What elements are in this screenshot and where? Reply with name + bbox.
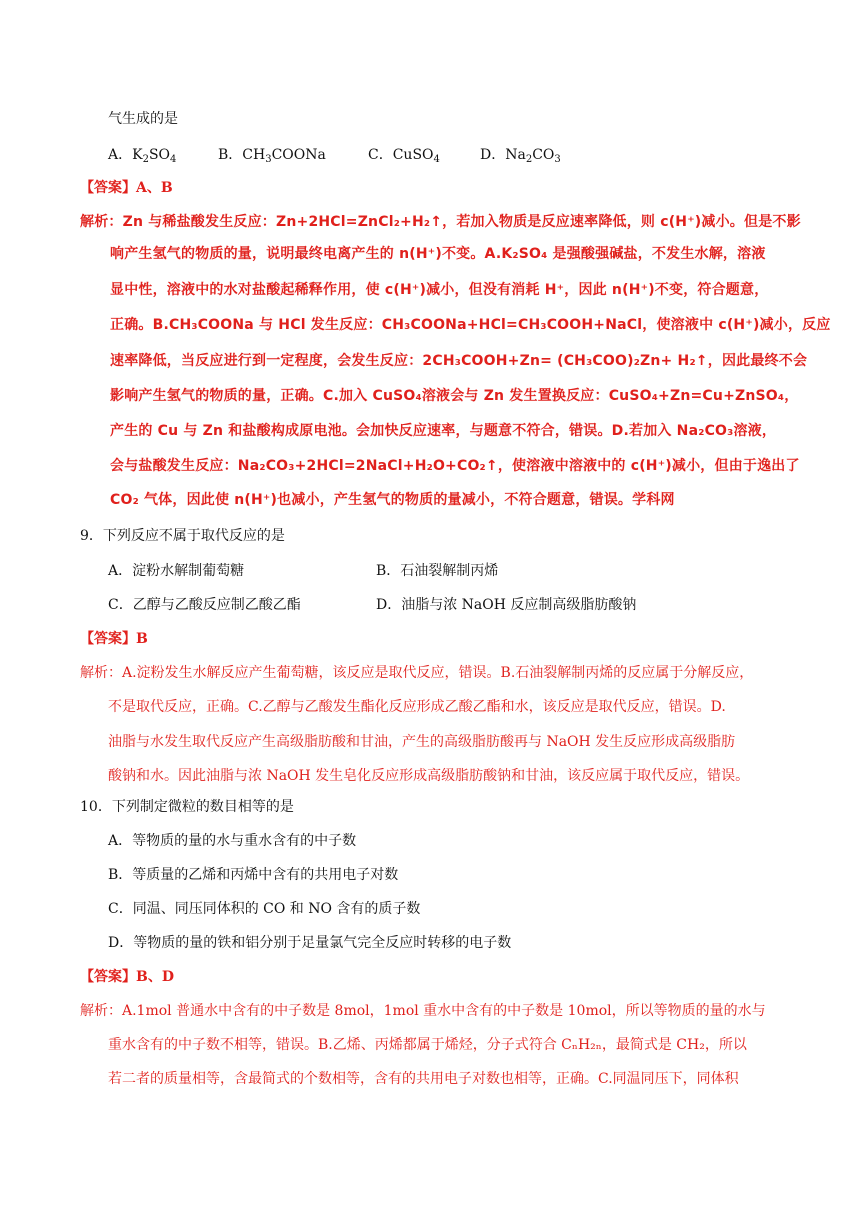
q9-option-b: B．石油裂解制丙烯 xyxy=(376,563,499,579)
q8-analysis-line: 解析：Zn 与稀盐酸发生反应：Zn+2HCl=ZnCl₂+H₂↑，若加入物质是反应速率降低，则 c(H⁺)减小。但是不影 xyxy=(80,214,801,230)
q10-option-c: C．同温、同压同体积的 CO 和 NO 含有的质子数 xyxy=(108,901,421,917)
q10-stem: 10．下列制定微粒的数目相等的是 xyxy=(80,799,294,815)
q9-option-a: A．淀粉水解制葡萄糖 xyxy=(108,563,245,579)
q8-option-d: D．$Na_2CO_3$ xyxy=(480,147,561,165)
q10-option-d: D．等物质的量的铁和铝分别于足量氯气完全反应时转移的电子数 xyxy=(108,935,512,951)
q8-analysis-line: 产生的 Cu 与 Zn 和盐酸构成原电池。会加快反应速率，与题意不符合，错误。D.若加入 Na₂CO₃溶液， xyxy=(110,423,777,439)
q8-option-b: B．$CH_3COONa$ xyxy=(218,147,326,165)
q9-analysis-line: 不是取代反应，正确。C.乙醇与乙酸发生酯化反应形成乙酸乙酯和水，该反应是取代反应，错误。D. xyxy=(108,699,726,715)
q8-analysis-line: 显中性，溶液中的水对盐酸起稀释作用，使 c(H⁺)减小，但没有消耗 H⁺，因此 n(H⁺)不变，符合题意， xyxy=(110,282,769,298)
q9-analysis-line: 解析：A.淀粉发生水解反应产生葡萄糖，该反应是取代反应，错误。B.石油裂解制丙烯的反应属于分解反应， xyxy=(80,665,754,681)
q9-answer: 【答案】B xyxy=(80,631,148,647)
q9-analysis-line: 酸钠和水。因此油脂与浓 NaOH 发生皂化反应形成高级脂肪酸钠和甘油，该反应属于取代反应，错误。 xyxy=(108,768,750,784)
q9-option-c: C．乙醇与乙酸反应制乙酸乙酯 xyxy=(108,597,301,613)
q9-option-d: D．油脂与浓 NaOH 反应制高级脂肪酸钠 xyxy=(376,597,637,613)
q10-answer: 【答案】B、D xyxy=(80,969,174,985)
q8-stem-tail: 气生成的是 xyxy=(108,111,178,127)
q8-option-c: C．CuSO$_4$ xyxy=(368,147,440,165)
q10-analysis-line: 解析：A.1mol 普通水中含有的中子数是 8mol，1mol 重水中含有的中子数是 10mol，所以等物质的量的水与 xyxy=(80,1003,766,1019)
q9-stem: 9．下列反应不属于取代反应的是 xyxy=(80,528,285,544)
q10-analysis-line: 重水含有的中子数不相等，错误。B.乙烯、丙烯都属于烯烃，分子式符合 CₙH₂ₙ，最简式是 CH₂，所以 xyxy=(108,1037,747,1053)
q8-option-a: A．$K_2SO_4$ xyxy=(108,147,177,165)
q10-option-a: A．等物质的量的水与重水含有的中子数 xyxy=(108,833,357,849)
q8-analysis-line: CO₂ 气体，因此使 n(H⁺)也减小，产生氢气的物质的量减小，不符合题意，错误。学科网 xyxy=(110,492,675,508)
q8-analysis-line: 速率降低，当反应进行到一定程度，会发生反应：2CH₃COOH+Zn= (CH₃COO)₂Zn+ H₂↑，因此最终不会 xyxy=(110,353,808,369)
q10-analysis-line: 若二者的质量相等，含最简式的个数相等，含有的共用电子对数也相等，正确。C.同温同压下，同体积 xyxy=(108,1071,739,1087)
q8-analysis-line: 响产生氢气的物质的量，说明最终电离产生的 n(H⁺)不变。A.K₂SO₄ 是强酸强碱盐，不发生水解，溶液 xyxy=(110,246,766,262)
q8-analysis-line: 会与盐酸发生反应：Na₂CO₃+2HCl=2NaCl+H₂O+CO₂↑，使溶液中溶液中的 c(H⁺)减小，但由于逸出了 xyxy=(110,458,800,474)
q8-analysis-line: 正确。B.CH₃COONa 与 HCl 发生反应：CH₃COONa+HCl=CH₃COOH+NaCl，使溶液中 c(H⁺)减小，反应 xyxy=(110,317,831,333)
q8-analysis-line: 影响产生氢气的物质的量，正确。C.加入 CuSO₄溶液会与 Zn 发生置换反应：CuSO₄+Zn=Cu+ZnSO₄， xyxy=(110,388,799,404)
q10-option-b: B．等质量的乙烯和丙烯中含有的共用电子对数 xyxy=(108,867,399,883)
q9-analysis-line: 油脂与水发生取代反应产生高级脂肪酸和甘油，产生的高级脂肪酸再与 NaOH 发生反应形成高级脂肪 xyxy=(108,734,736,750)
q8-answer: 【答案】A、B xyxy=(80,180,173,196)
